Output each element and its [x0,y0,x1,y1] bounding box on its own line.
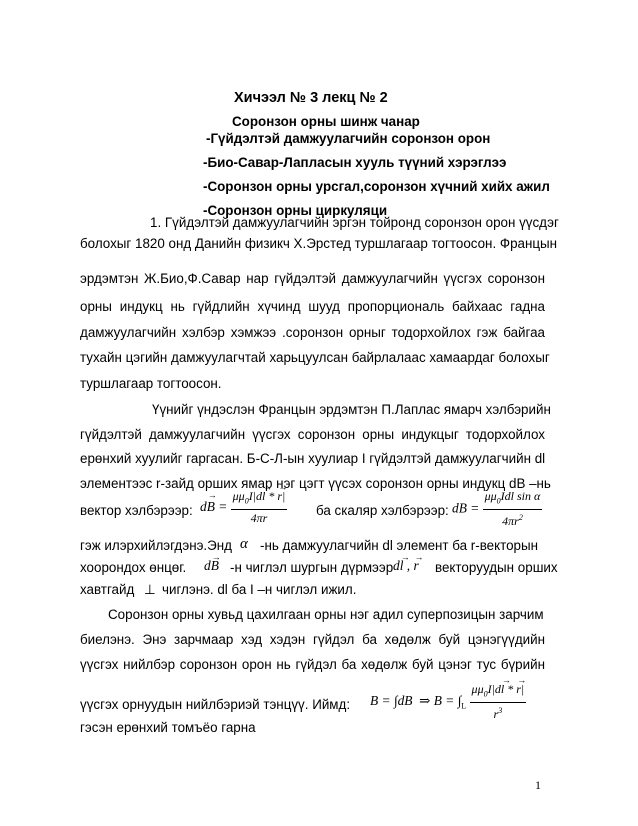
alpha-symbol: α [240,536,248,552]
paragraph-line: Соронзон орны хувьд цахилгаан орны нэг адил суперпозицын зарчим [108,607,544,622]
superposition-label: үүсгэх орнуудын нийлбэриэй тэнцүү. Иймд: [80,697,351,712]
paragraph-line: гэж илэрхийлэгдэнэ.Энд [80,538,232,553]
lecture-subtitle: Соронзон орны шинж чанар [232,114,420,129]
paragraph-line: -нь дамжуулагчийн dl элемент ба r-векторын [260,538,539,553]
topic-item: -Гүйдэлтэй дамжуулагчийн соронзон орон [206,131,491,146]
paragraph-line: үүсгэх нийлбэр соронзон орон нь гүйдэл ба хөдөлж буй цэнэг тус бүрийн [80,657,545,672]
scalar-form-label: ба скаляр хэлбэрээр: [316,503,449,518]
paragraph-line: хоорондох өнцөг. [80,560,187,575]
perpendicular-symbol: ⊥ [144,582,156,597]
dB-vector-symbol: d→ B [204,558,219,574]
paragraph-line: тухайн цэгийн дамжуулагчтай харьцуулсан байрлалаас хамаардаг болохыг [80,350,550,365]
topic-item: -Соронзон орны циркуляци [203,203,388,218]
vector-form-label: вектор хэлбэрээр: [80,503,193,518]
biot-savart-vector-formula: d→ B = $\frac{\mu\mu_0I|d\to l * \to r|}{4\pi r}$ [200,489,287,525]
topic-item: -Соронзон орны урсгал,соронзон хүчний хийх ажил [203,179,550,194]
paragraph-line: туршлагаар тогтоосон. [80,376,222,391]
closing-line: гэсэн ерөнхий томъёо гарна [80,720,256,735]
superposition-integral-formula: B = ∫dB ⇒ $B = \int_L$ $\frac{\mu\mu_0I|d\to l * \to r|}{r^3}$ [370,682,526,721]
paragraph-line: биелэнэ. Энэ зарчмаар хэд хэдэн гүйдэл ба хөдөлж буй цэнэгүүдийн [80,632,545,647]
dl-r-vector-symbols: d→ l , → r [393,558,419,574]
paragraph-line: 1. Гүйдэлтэй дамжуулагчийн эргэн тойронд соронзон орон үүсдэг [150,215,559,230]
paragraph-line: Үүнийг үндэслэн Францын эрдэмтэн П.Лаплас ямарч хэлбэрийн [152,402,551,417]
paragraph-line: болохыг 1820 онд Данийн физикч Х.Эрстед туршлагаар тогтоосон. Францын [80,236,558,251]
paragraph-line: вектоpуудын орших [435,560,558,575]
paragraph-line: хавтгайд [80,582,135,597]
paragraph-line: ерөнхий хуулийг гаргасан. Б-С-Л-ын хуулиар I гүйдэлтэй дамжуулагчийн dl [80,451,546,466]
biot-savart-scalar-formula: dB = $\frac{\mu\mu_0Idl \sin \alpha}{4\pi r^2}$ [452,489,541,529]
paragraph-line: -н чиглэл шургын дүрмээр [230,560,394,575]
paragraph-line: чиглэнэ. dl ба I –н чиглэл ижил. [162,582,357,597]
paragraph-line: орны индукц нь гүйдлийн хүчинд шууд пропорциональ байхаас гадна [80,299,545,314]
lecture-title: Хичээл № 3 лекц № 2 [234,90,388,106]
paragraph-line: дамжуулагчийн хэлбэр хэмжээ .соронзон орныг тодорхойлох гэж байгаа [80,325,545,340]
paragraph-line: гүйдэлтэй дамжуулагчийн үүсгэх соронзон орны индукцыг тодорхойлох [80,427,545,442]
topic-item: -Био-Савар-Лапласын хууль түүний хэрэглээ [203,155,507,170]
page-number: 1 [535,778,541,792]
paragraph-line: элементээс r-зайд орших ямар нэг цэгт үүсэх соронзон орны индукц dB –нь [80,476,551,491]
paragraph-line: эрдэмтэн Ж.Био,Ф.Савар нар гүйдэлтэй дамжуулагчийн үүсгэх соронзон [80,271,545,286]
